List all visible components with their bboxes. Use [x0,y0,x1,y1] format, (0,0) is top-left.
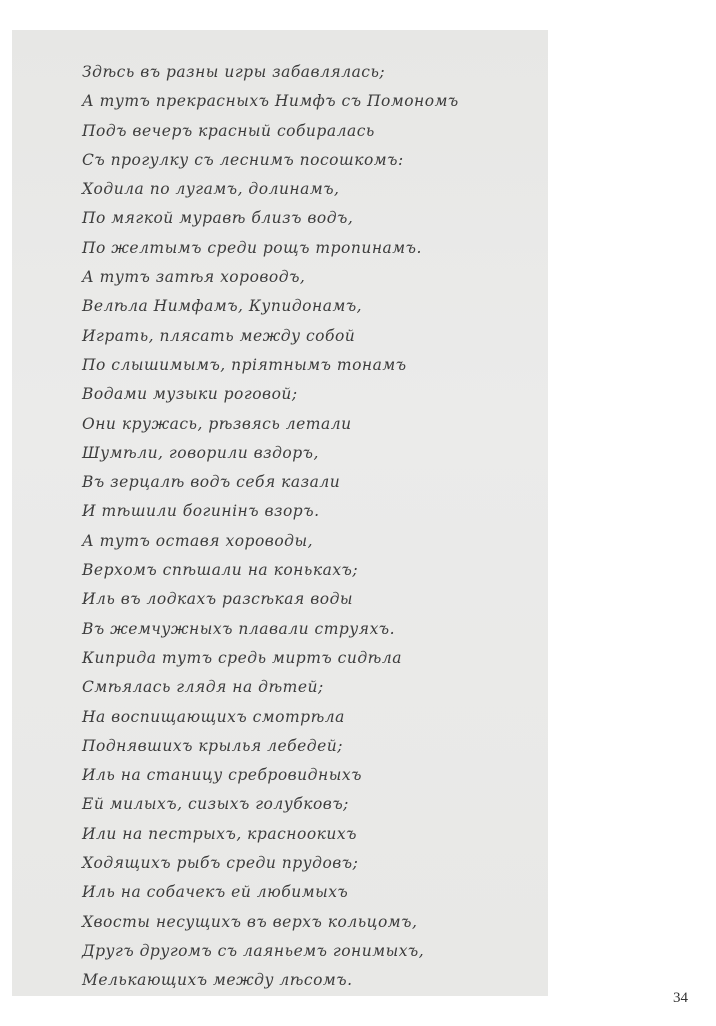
manuscript-line: По слышимымъ, пріятнымъ тонамъ [82,355,407,374]
manuscript-line: Въ зерцалѣ водъ себя казали [82,473,341,492]
manuscript-line: По желтымъ среди рощъ тропинамъ. [82,238,422,257]
manuscript-line: А тутъ затѣя хороводъ, [82,268,306,287]
manuscript-line: Иль на собачекъ ей любимыхъ [82,883,349,902]
manuscript-line: Ходящихъ рыбъ среди прудовъ; [82,854,359,873]
manuscript-line: Или на пестрыхъ, красноокихъ [82,824,357,843]
manuscript-line: Смѣялась глядя на дѣтей; [82,678,324,697]
manuscript-line: А тутъ прекрасныхъ Нимфъ съ Помономъ [82,92,459,111]
manuscript-line: Иль въ лодкахъ разсѣкая воды [82,590,354,609]
manuscript-line: По мягкой муравѣ близъ водъ, [82,209,354,228]
manuscript-line: Шумѣли, говорили вздоръ, [82,443,319,462]
manuscript-line: Играть, плясать между собой [82,326,356,345]
manuscript-line: Хвосты несущихъ въ верхъ кольцомъ, [82,912,418,931]
manuscript-line: А тутъ оставя хороводы, [82,531,314,550]
manuscript-line: Иль на станицу сребровидныхъ [82,766,362,785]
manuscript-line: Ей милыхъ, сизыхъ голубковъ; [82,795,349,814]
manuscript-line: На воспищающихъ смотрѣла [82,707,345,726]
manuscript-line: Верхомъ спѣшали на конькахъ; [82,561,359,580]
manuscript-line: Здѣсь въ разны игры забавлялась; [82,63,386,81]
manuscript-line: Они кружась, рѣзвясь летали [82,414,352,433]
manuscript-line: Киприда тутъ средь миртъ сидѣла [82,648,402,667]
manuscript-line: Съ прогулку съ леснимъ посошкомъ: [82,150,404,169]
manuscript-line: Мелькающихъ между лѣсомъ. [82,971,353,990]
manuscript-line: Другъ другомъ съ лаяньемъ гонимыхъ, [82,941,425,960]
manuscript-line: Въ жемчужныхъ плавали струяхъ. [82,619,396,638]
manuscript-line: Поднявшихъ крылья лебедей; [82,736,344,755]
manuscript-line: Подъ вечеръ красный собиралась [82,121,375,140]
manuscript-line: Велѣла Нимфамъ, Купидонамъ, [82,297,363,316]
page-number: 34 [673,990,688,1006]
manuscript-line: Водами музыки роговой; [82,385,298,404]
manuscript-line: Ходила по лугамъ, долинамъ, [82,180,340,199]
manuscript-page [12,30,548,996]
manuscript-line: И тѣшили богинінъ взоръ. [82,502,320,521]
